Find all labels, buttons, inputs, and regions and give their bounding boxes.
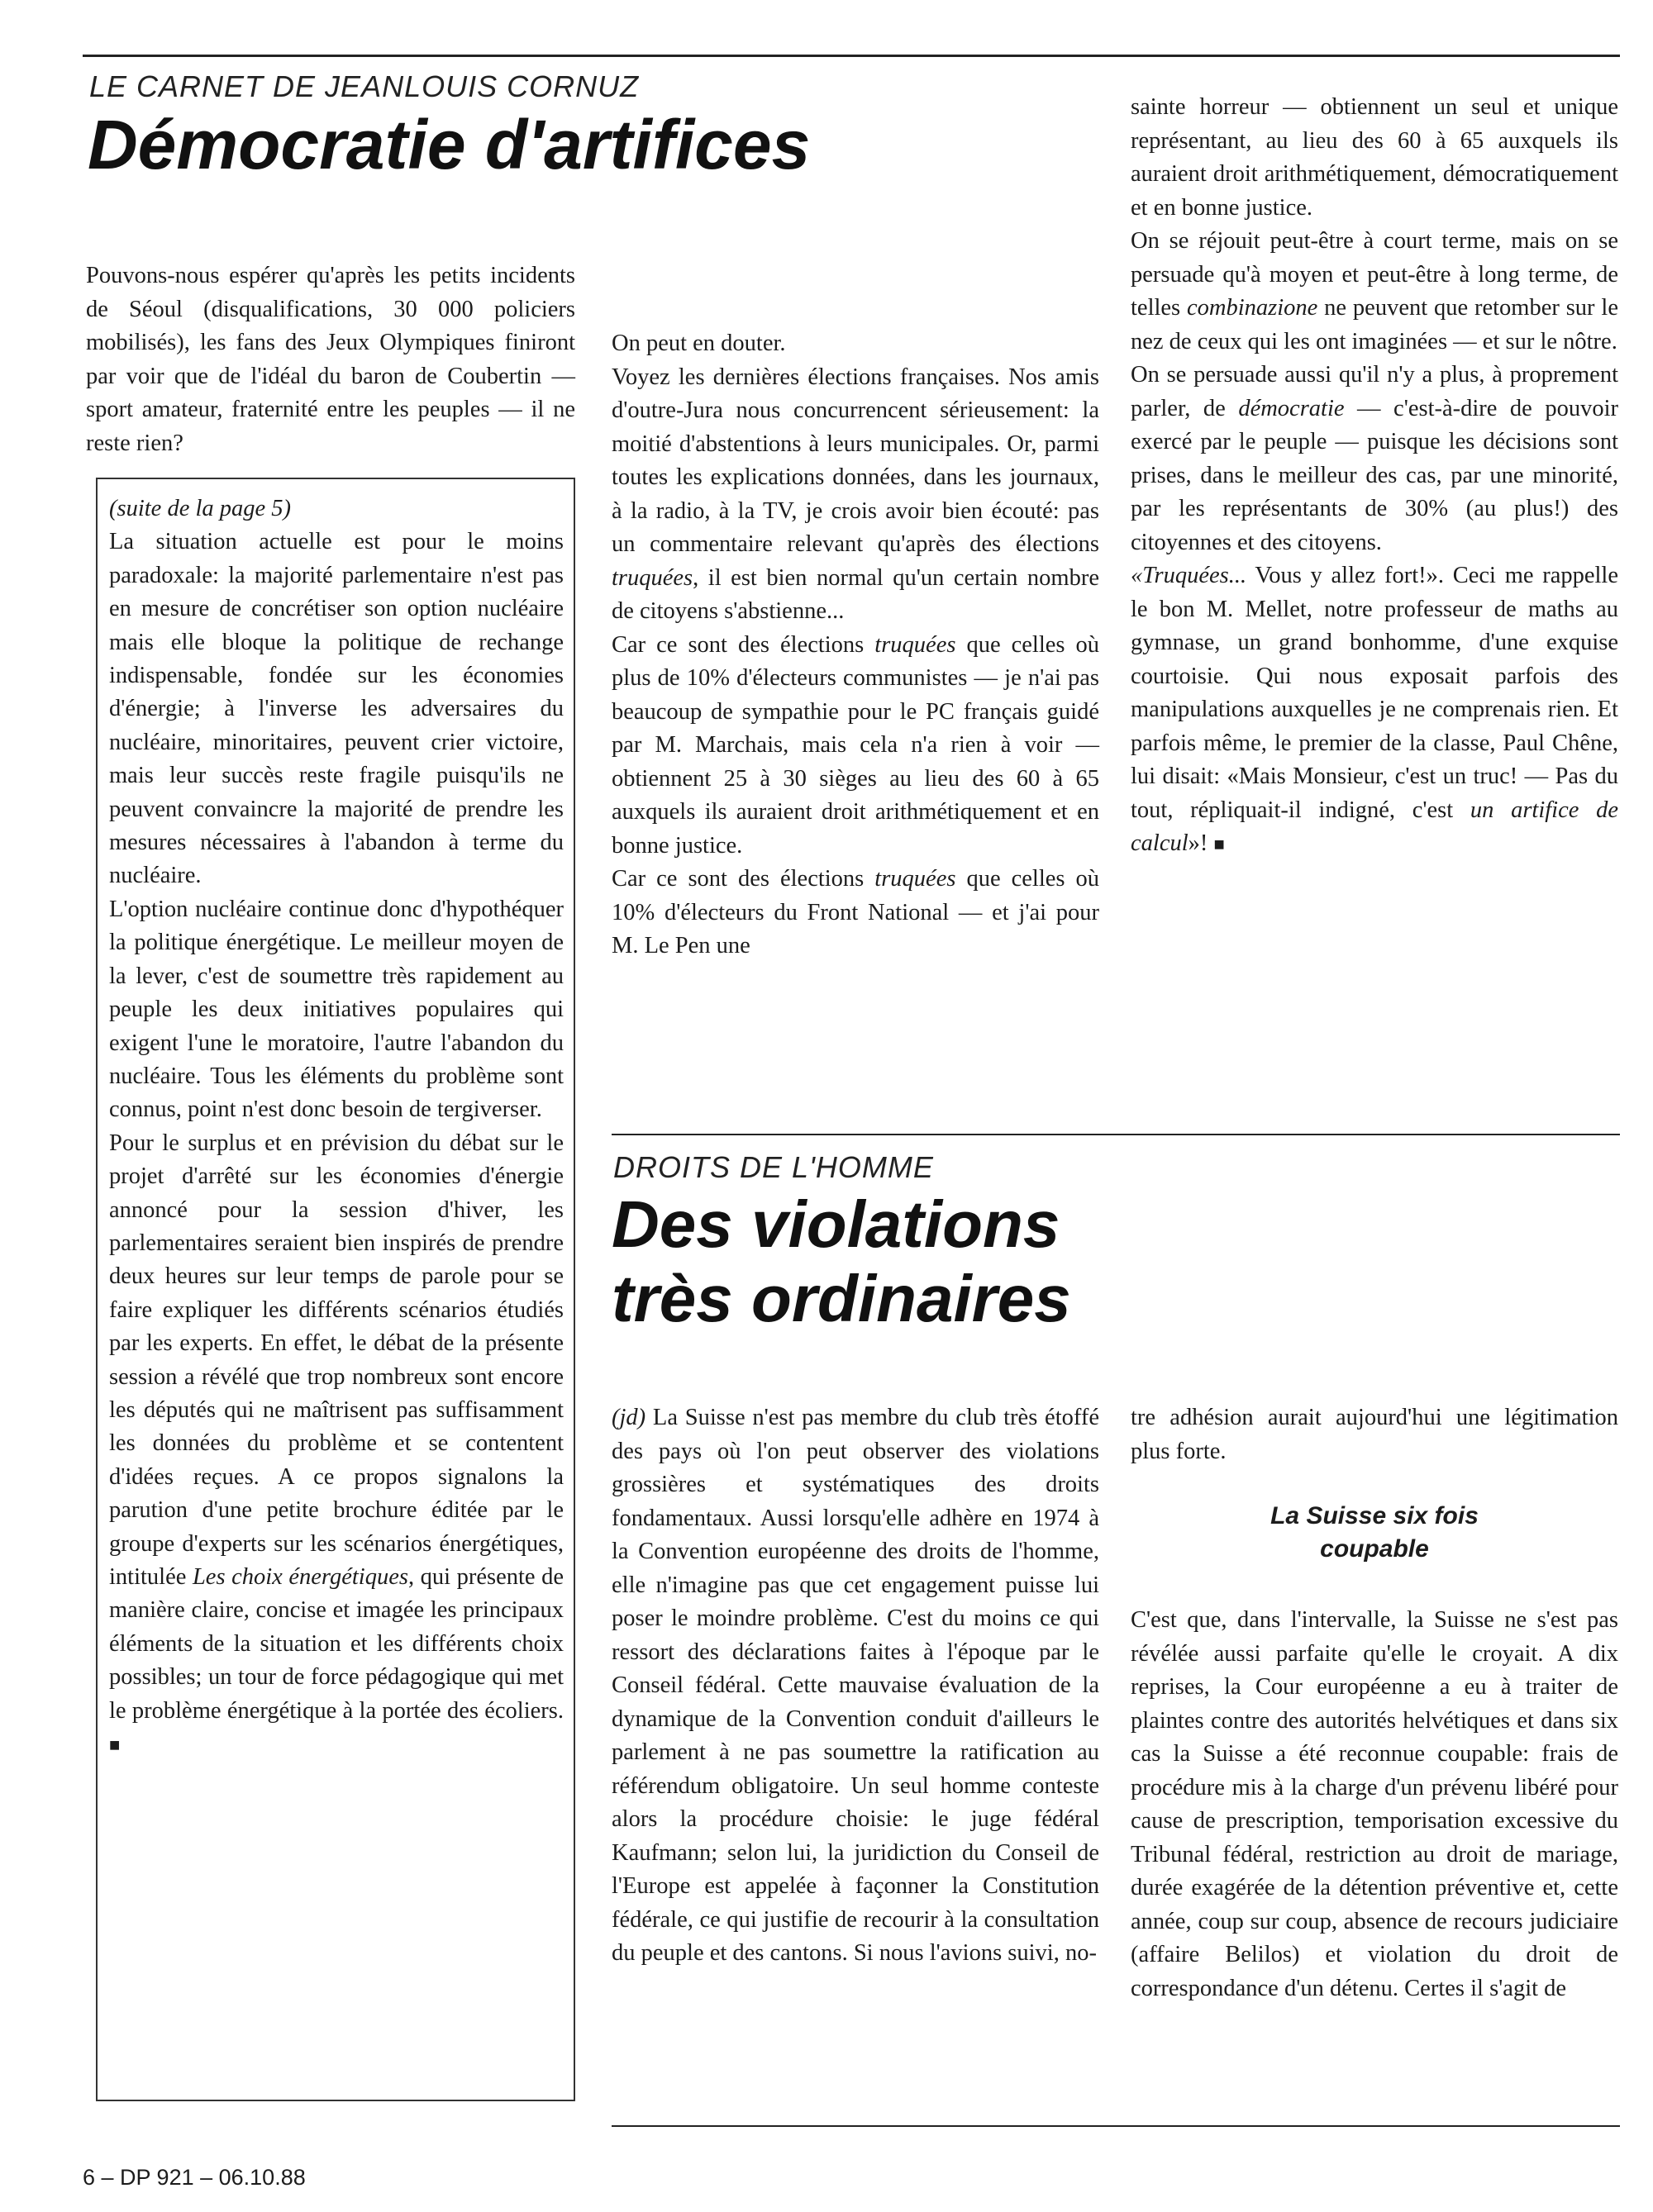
- emphasis-democratie: démocratie: [1238, 395, 1345, 421]
- article1-col2-paragraph-2: [612, 361, 1099, 629]
- end-of-story-mark: ■: [109, 1734, 121, 1756]
- article1-col3-paragraph-4: [1131, 559, 1618, 862]
- brochure-title: Les choix énergétiques: [192, 1564, 408, 1590]
- emphasis-truquees-quote: «Truquées...: [1131, 563, 1247, 588]
- article2-column-2: [1131, 1401, 1618, 2005]
- article1-col3-paragraph-2-start: On se réjouit peut-être à court terme, mais on se persuade qu'à moyen et peut-être à long terme, de telles: [1131, 228, 1618, 321]
- article1-title: Démocratie d'artifices: [88, 106, 811, 183]
- end-of-story-mark: ■: [1213, 834, 1225, 854]
- article1-col2-paragraph-3: [612, 629, 1099, 863]
- article2-col1-paragraph-1: [612, 1401, 1099, 1971]
- box-paragraph-2: L'option nucléaire continue donc d'hypothéquer la politique énergétique. Le meilleur moyen de la lever, c'est de soumettre très rapidement au peuple les deux initiatives populaires qui exigent l'une le moratoire, l'autre l'abandon du nucléaire. Tous les éléments du problème sont connus, point n'est donc besoin de tergiverser.: [109, 896, 564, 1123]
- continued-box-text: [109, 492, 564, 1762]
- article2-subhead-line-2: coupable: [1320, 1535, 1429, 1563]
- article1-col3-paragraph-2: [1131, 225, 1618, 359]
- box-paragraph-1: La situation actuelle est pour le moins paradoxale: la majorité parlementaire n'est pas en mesure de concrétiser son option nucléaire mais elle bloque la politique de rechange indispensable, fondée sur les économies d'énergie; à l'inverse les adversaires du nucléaire, minoritaires, peuvent crier victoire, mais leur succès reste fragile puisqu'ils ne peuvent convaincre la majorité de prendre les mesures nécessaires à l'abandon à terme du nucléaire.: [109, 529, 564, 889]
- article2-subhead-line-1: La Suisse six fois: [1270, 1502, 1479, 1529]
- article1-col3-paragraph-3-start: On se persuade aussi qu'il n'y a plus, à proprement parler, de: [1131, 362, 1618, 421]
- article1-col2-paragraph-1: On peut en douter.: [612, 331, 786, 356]
- article2-col2-paragraph-2: C'est que, dans l'intervalle, la Suisse ne s'est pas révélée aussi parfaite qu'elle le croyait. A dix reprises, la Cour européenne a eu à traiter de plaintes contre des autorités helvétiques et dans six cas la Suisse a été reconnue coupable: frais de procédure mis à la charge d'un prévenu libéré pour cause de prescription, temporisation excessive du Tribunal fédéral, restriction au droit de mariage, durée exagérée de la détention préventive et, cette année, coup sur coup, absence de recours judiciaire (affaire Belilos) et violation du droit de correspondance d'un détenu. Certes il s'agit de: [1131, 1607, 1618, 2001]
- article1-col2-paragraph-4: [612, 863, 1099, 963]
- emphasis-truquees: truquées: [612, 564, 693, 591]
- article2-rule: [612, 1134, 1620, 1135]
- article1-col3-paragraph-4-end: »!: [1188, 830, 1214, 856]
- article1-col2-paragraph-3-end: que celles où plus de 10% d'électeurs communistes — je n'ai pas beaucoup de sympathie pour le PC français guidé par M. Marchais, mais cela n'a rien à voir — obtiennent 25 à 30 sièges au lieu des 60 à 65 auxquels ils auraient droit arithmétiquement et en bonne justice.: [612, 631, 1100, 859]
- article2-subhead: [1131, 1500, 1618, 1566]
- article1-intro-paragraph: Pouvons-nous espérer qu'après les petits incidents de Séoul (disqualifications, 30 000 policiers mobilisés), les fans des Jeux Olympiques finiront par voir que de l'idéal du baron de Coubertin — sport amateur, fraternité entre les peuples — il ne reste rien?: [86, 263, 575, 456]
- top-rule: [83, 55, 1620, 57]
- article1-col3-paragraph-2-end: ne peuvent que retomber sur le nez de ceux qui les ont imaginées — et sur le nôtre.: [1131, 295, 1618, 354]
- article2-column-1: [612, 1401, 1099, 1971]
- article1-column-2: [612, 327, 1099, 963]
- article2-kicker: DROITS DE L'HOMME: [613, 1150, 934, 1184]
- article1-col2-paragraph-3-start: Car ce sont des élections: [612, 631, 875, 658]
- page-folio: 6 – DP 921 – 06.10.88: [83, 2165, 306, 2190]
- article1-intro: [86, 259, 575, 460]
- emphasis-truquees-2: truquées: [874, 631, 956, 658]
- article1-col3-paragraph-1: sainte horreur — obtiennent un seul et unique représentant, au lieu des 60 à 65 auxquels ils auraient droit arithmétiquement, démocratiquement et en bonne justice.: [1131, 94, 1618, 221]
- emphasis-artifice: un artifice de calcul: [1131, 797, 1618, 856]
- article2-title-line-2: très ordinaires: [612, 1262, 1071, 1335]
- article1-col3-paragraph-3: [1131, 359, 1618, 559]
- article2-title-line-1: Des violations: [612, 1187, 1060, 1261]
- article1-column-3: [1131, 91, 1618, 862]
- article2-byline: (jd): [612, 1405, 646, 1430]
- box-paragraph-3-end: , qui présente de manière claire, concise et imagée les principaux éléments de la situation et les différents choix possibles; un tour de force pédagogique qui met le problème énergétique à la portée des écoliers.: [109, 1564, 564, 1724]
- article2-col1-paragraph-1-text: La Suisse n'est pas membre du club très étoffé des pays où l'on peut observer des violations grossières et systématiques des droits fondamentaux. Aussi lorsqu'elle adhère en 1974 à la Convention européenne des droits de l'homme, elle n'imagine pas que cet engagement puisse lui poser le moindre problème. C'est du moins ce qui ressort des déclarations faites à l'époque par le Conseil fédéral. Cette mauvaise évaluation de la dynamique de la Convention conduit d'ailleurs le parlement à ne pas soumettre la ratification au référendum obligatoire. Un seul homme conteste alors la procédure choisie: le juge fédéral Kaufmann; selon lui, la juridiction du Conseil de l'Europe est appelée à façonner la Constitution fédérale, ce qui justifie de recourir à la consultation du peuple et des cantons. Si nous l'avions suivi, no-: [612, 1405, 1099, 1966]
- article1-col2-paragraph-2-end: , il est bien normal qu'un certain nombre de citoyens s'abstienne...: [612, 564, 1099, 624]
- article1-col2-paragraph-2-text: Voyez les dernières élections françaises. Nos amis d'outre-Jura nous concurrencent sérieusement: la moitié d'abstentions à leurs municipales. Or, parmi toutes les explications données, dans les journaux, à la radio, à la TV, je crois avoir bien écouté: pas un commentaire relevant qu'après des élections: [612, 364, 1099, 557]
- emphasis-truquees-3: truquées: [874, 866, 956, 892]
- continued-box: [96, 478, 575, 2101]
- box-paragraph-3: [109, 1127, 564, 1762]
- article1-kicker: LE CARNET DE JEANLOUIS CORNUZ: [89, 69, 640, 103]
- article1-col3-paragraph-3-end: — c'est-à-dire de pouvoir exercé par le peuple — puisque les décisions sont prises, dans le meilleur des cas, par une minorité, par les représentants de 30% (au plus!) des citoyennes et des citoyens.: [1131, 395, 1618, 555]
- continued-label: (suite de la page 5): [109, 496, 292, 521]
- article2-bottom-rule: [612, 2125, 1620, 2127]
- box-paragraph-3-text: Pour le surplus et en prévision du débat sur le projet d'arrêté sur les économies d'énergie annoncé pour la session d'hiver, les parlementaires seraient bien inspirés de prendre deux heures sur leur temps de parole pour se faire expliquer les différents scénarios étudiés par les experts. En effet, le débat de la présente session a révélé que trop nombreux sont encore les députés qui ne maîtrisent pas suffisamment les données du problème et se contentent d'idées reçues. A ce propos signalons la parution d'une petite brochure éditée par le groupe d'experts sur les scénarios énergétiques, intitulée: [109, 1130, 564, 1590]
- article1-col3-paragraph-4-text: Vous y allez fort!». Ceci me rappelle le bon M. Mellet, notre professeur de maths au gymnase, un grand bonhomme, d'une exquise courtoisie. Qui nous exposait parfois des manipulations auxquelles je ne comprenais rien. Et parfois même, le premier de la classe, Paul Chêne, lui disait: «Mais Monsieur, c'est un truc! — Pas du tout, répliquait-il indigné, c'est: [1131, 563, 1618, 823]
- article1-col2-paragraph-4-start: Car ce sont des élections: [612, 866, 875, 892]
- emphasis-combinazione: combinazione: [1187, 295, 1318, 321]
- article1-col2-paragraph-4-end: que celles où 10% d'électeurs du Front National — et j'ai pour M. Le Pen une: [612, 866, 1100, 959]
- article2-col2-paragraph-1: tre adhésion aurait aujourd'hui une légitimation plus forte.: [1131, 1405, 1618, 1464]
